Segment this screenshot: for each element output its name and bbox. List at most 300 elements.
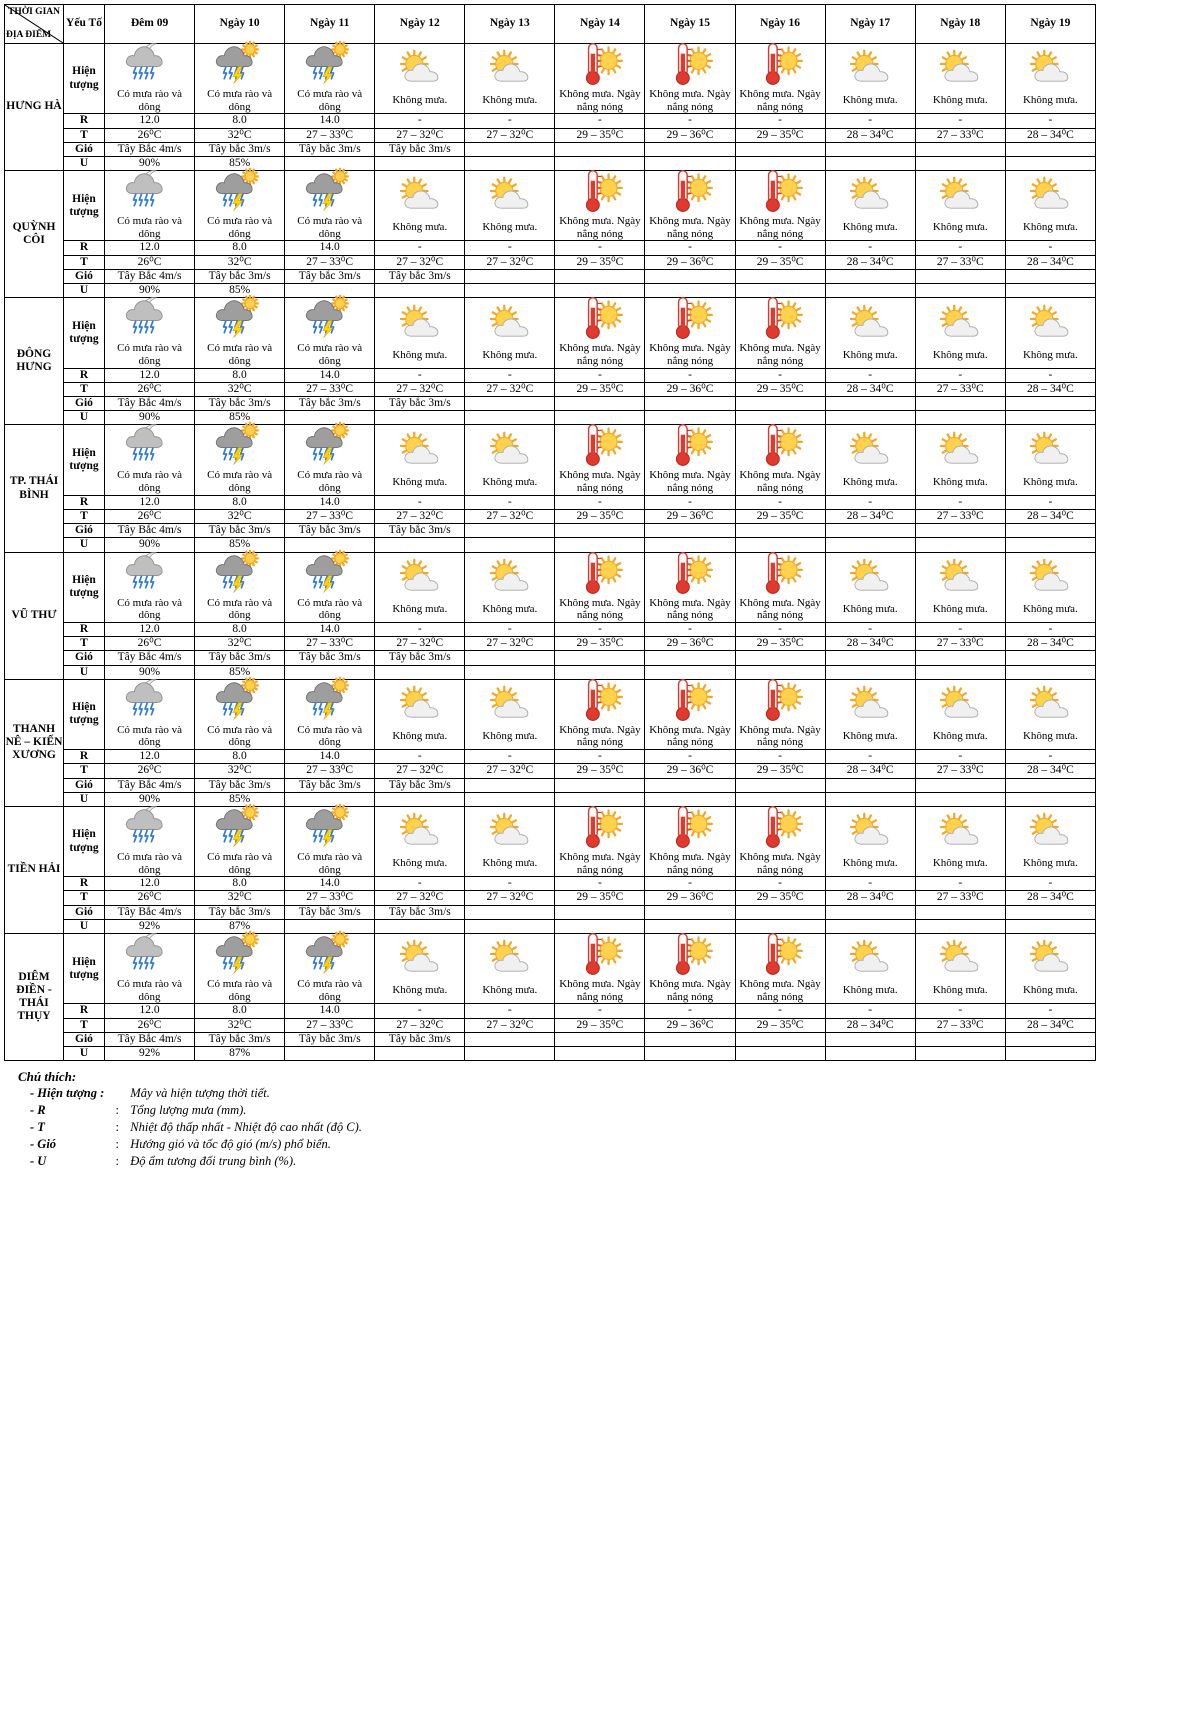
phenomenon-cell xyxy=(285,298,375,368)
phenomenon-cell xyxy=(735,934,825,1004)
wind-cell: Tây bắc 3m/s xyxy=(195,778,285,792)
phenomenon-cell xyxy=(555,171,645,241)
t-cell: 29 – 35⁰C xyxy=(735,255,825,269)
phenomenon-text: Không mưa. xyxy=(842,348,898,361)
u-cell xyxy=(915,792,1005,806)
legend-item-key: - R xyxy=(30,1103,46,1118)
r-cell: - xyxy=(915,368,1005,382)
phenomenon-text: Không mưa. xyxy=(1022,94,1078,107)
forecast-table xyxy=(4,4,1096,1061)
sun-cloud-icon xyxy=(1006,432,1095,476)
wind-cell xyxy=(915,142,1005,156)
t-cell: 29 – 35⁰C xyxy=(555,637,645,651)
t-cell: 28 – 34⁰C xyxy=(1005,1018,1095,1032)
u-cell: 90% xyxy=(105,538,195,552)
phenomenon-cell xyxy=(105,679,195,749)
u-cell: 90% xyxy=(105,411,195,425)
sun-cloud-icon xyxy=(916,559,1005,603)
r-cell: 12.0 xyxy=(105,750,195,764)
row-label-phenomenon: Hiện tượng xyxy=(64,298,105,368)
phenomenon-cell xyxy=(375,679,465,749)
table-row xyxy=(5,382,1096,396)
phenomenon-cell xyxy=(825,552,915,622)
r-cell: - xyxy=(1005,750,1095,764)
r-cell: - xyxy=(735,114,825,128)
u-cell: 87% xyxy=(195,919,285,933)
phenomenon-text: Không mưa. Ngày nắng nóng xyxy=(649,850,731,876)
t-cell: 27 – 32⁰C xyxy=(465,382,555,396)
rain-storm-icon xyxy=(285,425,374,469)
hot-thermometer-sun-icon xyxy=(736,680,825,724)
rain-storm-icon xyxy=(195,807,284,851)
r-cell: - xyxy=(735,750,825,764)
u-cell xyxy=(555,1047,645,1061)
phenomenon-text: Có mưa rào và dông xyxy=(207,342,273,367)
rain-storm-icon xyxy=(285,807,374,851)
wind-cell: Tây bắc 3m/s xyxy=(195,524,285,538)
phenomenon-text: Có mưa rào và dông xyxy=(207,469,273,495)
r-cell: - xyxy=(825,750,915,764)
u-cell xyxy=(1005,919,1095,933)
phenomenon-text: Không mưa. xyxy=(842,857,898,870)
phenomenon-cell xyxy=(195,298,285,368)
wind-cell xyxy=(915,269,1005,283)
phenomenon-text: Không mưa. xyxy=(842,730,898,743)
r-cell: - xyxy=(825,368,915,382)
t-cell: 27 – 33⁰C xyxy=(915,255,1005,269)
t-cell: 27 – 32⁰C xyxy=(375,128,465,142)
wind-cell xyxy=(555,905,645,919)
rain-night-icon xyxy=(105,807,194,851)
r-cell: - xyxy=(375,622,465,636)
r-cell: - xyxy=(735,1004,825,1018)
phenomenon-text: Có mưa rào và dông xyxy=(207,88,273,113)
wind-cell xyxy=(915,397,1005,411)
phenomenon-text: Không mưa. xyxy=(482,475,538,488)
location-name: THANH NÊ – KIẾN XƯƠNG xyxy=(5,679,64,806)
phenomenon-text: Không mưa. xyxy=(1022,602,1078,615)
legend-item-colon: : xyxy=(115,1120,120,1135)
phenomenon-text: Không mưa. xyxy=(392,857,448,870)
phenomenon-cell xyxy=(645,44,735,114)
phenomenon-cell xyxy=(465,552,555,622)
r-cell: 12.0 xyxy=(105,241,195,255)
t-cell: 26⁰C xyxy=(105,1018,195,1032)
u-cell xyxy=(375,792,465,806)
t-cell: 27 – 32⁰C xyxy=(375,891,465,905)
u-cell: 85% xyxy=(195,538,285,552)
row-label-wind: Gió xyxy=(64,651,105,665)
sun-cloud-icon xyxy=(916,50,1005,94)
location-name: DIÊM ĐIỀN - THÁI THỤY xyxy=(5,934,64,1061)
phenomenon-text: Không mưa. Ngày nắng nóng xyxy=(559,850,641,876)
wind-cell xyxy=(1005,142,1095,156)
phenomenon-text: Không mưa. xyxy=(932,475,988,488)
sun-cloud-icon xyxy=(826,177,915,221)
r-cell: 12.0 xyxy=(105,368,195,382)
rain-storm-icon xyxy=(195,171,284,215)
r-cell: - xyxy=(1005,495,1095,509)
phenomenon-cell xyxy=(555,552,645,622)
wind-cell xyxy=(465,524,555,538)
u-cell xyxy=(825,411,915,425)
r-cell: 14.0 xyxy=(285,114,375,128)
phenomenon-cell xyxy=(285,425,375,495)
phenomenon-text: Không mưa. xyxy=(392,221,448,234)
r-cell: - xyxy=(645,877,735,891)
phenomenon-text: Không mưa. xyxy=(392,348,448,361)
rain-storm-icon xyxy=(285,171,374,215)
u-cell: 85% xyxy=(195,284,285,298)
hot-thermometer-sun-icon xyxy=(736,425,825,469)
row-label-t: T xyxy=(64,382,105,396)
sun-cloud-icon xyxy=(826,813,915,857)
r-cell: - xyxy=(465,241,555,255)
wind-cell: Tây bắc 3m/s xyxy=(195,269,285,283)
table-row xyxy=(5,368,1096,382)
u-cell xyxy=(825,792,915,806)
t-cell: 32⁰C xyxy=(195,637,285,651)
row-label-wind: Gió xyxy=(64,778,105,792)
r-cell: - xyxy=(375,1004,465,1018)
r-cell: - xyxy=(465,1004,555,1018)
table-row xyxy=(5,651,1096,665)
t-cell: 29 – 35⁰C xyxy=(735,764,825,778)
wind-cell: Tây bắc 3m/s xyxy=(195,905,285,919)
u-cell xyxy=(825,284,915,298)
hot-thermometer-sun-icon xyxy=(736,934,825,978)
wind-cell xyxy=(465,142,555,156)
weather-forecast-document xyxy=(0,4,1200,1170)
t-cell: 29 – 35⁰C xyxy=(735,509,825,523)
hot-thermometer-sun-icon xyxy=(736,171,825,215)
phenomenon-text: Không mưa. xyxy=(1022,221,1078,234)
wind-cell xyxy=(645,524,735,538)
legend-item xyxy=(28,1136,364,1153)
t-cell: 32⁰C xyxy=(195,382,285,396)
u-cell: 85% xyxy=(195,156,285,170)
phenomenon-text: Có mưa rào và dông xyxy=(297,596,363,622)
table-row xyxy=(5,637,1096,651)
t-cell: 27 – 33⁰C xyxy=(915,128,1005,142)
sun-cloud-icon xyxy=(916,813,1005,857)
phenomenon-text: Không mưa. xyxy=(1022,348,1078,361)
table-row xyxy=(5,269,1096,283)
phenomenon-cell xyxy=(465,806,555,876)
phenomenon-cell xyxy=(825,806,915,876)
phenomenon-text: Không mưa. xyxy=(392,94,448,107)
r-cell: - xyxy=(555,750,645,764)
hot-thermometer-sun-icon xyxy=(645,553,734,597)
rain-storm-icon xyxy=(285,553,374,597)
r-cell: - xyxy=(915,750,1005,764)
phenomenon-text: Có mưa rào và dông xyxy=(117,850,182,876)
row-label-u: U xyxy=(64,284,105,298)
t-cell: 27 – 32⁰C xyxy=(375,637,465,651)
phenomenon-text: Không mưa. xyxy=(1022,857,1078,870)
legend-item-colon: : xyxy=(115,1137,120,1152)
phenomenon-text: Không mưa. Ngày nắng nóng xyxy=(649,596,731,622)
phenomenon-cell xyxy=(645,171,735,241)
row-label-t: T xyxy=(64,255,105,269)
wind-cell: Tây bắc 3m/s xyxy=(375,778,465,792)
day-header-6: Ngày 15 xyxy=(645,5,735,44)
phenomenon-cell xyxy=(285,171,375,241)
rain-night-icon xyxy=(105,934,194,978)
phenomenon-cell xyxy=(1005,806,1095,876)
legend-item-value: Hướng gió và tốc độ gió (m/s) phổ biến. xyxy=(130,1137,331,1152)
phenomenon-text: Không mưa. xyxy=(842,602,898,615)
t-cell: 29 – 35⁰C xyxy=(735,637,825,651)
t-cell: 32⁰C xyxy=(195,255,285,269)
phenomenon-cell xyxy=(1005,679,1095,749)
location-name: VŨ THƯ xyxy=(5,552,64,679)
phenomenon-text: Không mưa. Ngày nắng nóng xyxy=(739,850,821,876)
sun-cloud-icon xyxy=(375,940,464,984)
wind-cell xyxy=(825,651,915,665)
location-name: TP. THÁI BÌNH xyxy=(5,425,64,552)
wind-cell: Tây Bắc 4m/s xyxy=(105,524,195,538)
phenomenon-cell xyxy=(915,298,1005,368)
phenomenon-cell xyxy=(825,934,915,1004)
r-cell: - xyxy=(645,750,735,764)
phenomenon-text: Không mưa. xyxy=(482,94,538,107)
phenomenon-cell xyxy=(825,44,915,114)
phenomenon-text: Có mưa rào và dông xyxy=(297,88,363,113)
u-cell xyxy=(1005,538,1095,552)
r-cell: - xyxy=(825,495,915,509)
sun-cloud-icon xyxy=(465,940,554,984)
r-cell: - xyxy=(825,1004,915,1018)
r-cell: - xyxy=(645,114,735,128)
wind-cell xyxy=(1005,269,1095,283)
phenomenon-text: Không mưa. xyxy=(482,730,538,743)
t-cell: 28 – 34⁰C xyxy=(1005,128,1095,142)
phenomenon-text: Có mưa rào và dông xyxy=(117,88,182,113)
wind-cell: Tây bắc 3m/s xyxy=(195,397,285,411)
t-cell: 27 – 33⁰C xyxy=(915,1018,1005,1032)
sun-cloud-icon xyxy=(826,559,915,603)
r-cell: 14.0 xyxy=(285,368,375,382)
t-cell: 27 – 33⁰C xyxy=(285,1018,375,1032)
wind-cell: Tây Bắc 4m/s xyxy=(105,1032,195,1046)
t-cell: 28 – 34⁰C xyxy=(825,509,915,523)
row-label-u: U xyxy=(64,792,105,806)
r-cell: - xyxy=(375,877,465,891)
wind-cell: Tây bắc 3m/s xyxy=(195,142,285,156)
wind-cell xyxy=(915,524,1005,538)
phenomenon-cell xyxy=(1005,425,1095,495)
phenomenon-cell xyxy=(645,552,735,622)
wind-cell xyxy=(1005,778,1095,792)
t-cell: 27 – 33⁰C xyxy=(285,255,375,269)
t-cell: 27 – 33⁰C xyxy=(285,764,375,778)
phenomenon-cell xyxy=(735,806,825,876)
r-cell: - xyxy=(375,114,465,128)
wind-cell xyxy=(735,524,825,538)
phenomenon-cell xyxy=(735,44,825,114)
legend-item-value: Nhiệt độ thấp nhất - Nhiệt độ cao nhất (độ C). xyxy=(130,1120,362,1135)
r-cell: 12.0 xyxy=(105,495,195,509)
phenomenon-cell xyxy=(1005,298,1095,368)
hot-thermometer-sun-icon xyxy=(736,44,825,88)
u-cell xyxy=(915,1047,1005,1061)
row-label-t: T xyxy=(64,637,105,651)
u-cell: 90% xyxy=(105,792,195,806)
wind-cell xyxy=(645,778,735,792)
row-label-r: R xyxy=(64,877,105,891)
phenomenon-cell xyxy=(195,171,285,241)
phenomenon-text: Không mưa. Ngày nắng nóng xyxy=(739,723,821,749)
rain-storm-icon xyxy=(285,44,374,88)
phenomenon-cell xyxy=(735,171,825,241)
row-label-phenomenon: Hiện tượng xyxy=(64,425,105,495)
table-row xyxy=(5,877,1096,891)
row-label-t: T xyxy=(64,764,105,778)
hot-thermometer-sun-icon xyxy=(736,298,825,342)
t-cell: 27 – 32⁰C xyxy=(465,764,555,778)
phenomenon-text: Có mưa rào và dông xyxy=(117,342,182,367)
table-row xyxy=(5,622,1096,636)
phenomenon-text: Có mưa rào và dông xyxy=(297,342,363,367)
r-cell: - xyxy=(825,241,915,255)
legend-item-key: - U xyxy=(30,1154,47,1169)
phenomenon-cell xyxy=(735,679,825,749)
rain-storm-icon xyxy=(195,44,284,88)
row-label-r: R xyxy=(64,114,105,128)
table-row xyxy=(5,778,1096,792)
wind-cell xyxy=(645,905,735,919)
wind-cell xyxy=(555,269,645,283)
r-cell: 8.0 xyxy=(195,750,285,764)
phenomenon-cell xyxy=(375,806,465,876)
t-cell: 29 – 35⁰C xyxy=(735,891,825,905)
location-block xyxy=(5,44,1096,114)
u-cell xyxy=(375,538,465,552)
r-cell: - xyxy=(735,877,825,891)
row-label-r: R xyxy=(64,495,105,509)
legend-item-key: - Gió xyxy=(30,1137,57,1152)
u-cell xyxy=(375,919,465,933)
t-cell: 29 – 36⁰C xyxy=(645,637,735,651)
u-cell: 85% xyxy=(195,411,285,425)
t-cell: 26⁰C xyxy=(105,382,195,396)
phenomenon-cell xyxy=(465,298,555,368)
wind-cell xyxy=(825,524,915,538)
t-cell: 28 – 34⁰C xyxy=(1005,382,1095,396)
u-cell xyxy=(465,411,555,425)
phenomenon-text: Không mưa. xyxy=(932,984,988,997)
t-cell: 28 – 34⁰C xyxy=(1005,764,1095,778)
t-cell: 32⁰C xyxy=(195,128,285,142)
u-cell xyxy=(825,919,915,933)
phenomenon-text: Không mưa. xyxy=(482,602,538,615)
table-row xyxy=(5,1032,1096,1046)
corner-place-label: ĐỊA ĐIỂM xyxy=(6,30,52,41)
forecast-body xyxy=(5,44,1096,1061)
u-cell xyxy=(645,1047,735,1061)
table-row xyxy=(5,255,1096,269)
r-cell: - xyxy=(555,622,645,636)
wind-cell: Tây bắc 3m/s xyxy=(285,905,375,919)
phenomenon-cell xyxy=(195,44,285,114)
sun-cloud-icon xyxy=(826,50,915,94)
wind-cell xyxy=(645,142,735,156)
phenomenon-text: Không mưa. Ngày nắng nóng xyxy=(649,88,731,113)
r-cell: 14.0 xyxy=(285,622,375,636)
sun-cloud-icon xyxy=(916,432,1005,476)
u-cell xyxy=(825,1047,915,1061)
wind-cell xyxy=(465,1032,555,1046)
wind-cell xyxy=(1005,905,1095,919)
rain-storm-icon xyxy=(195,934,284,978)
t-cell: 29 – 35⁰C xyxy=(735,382,825,396)
hot-thermometer-sun-icon xyxy=(555,298,644,342)
wind-cell xyxy=(1005,397,1095,411)
table-row xyxy=(5,1018,1096,1032)
phenomenon-text: Không mưa. Ngày nắng nóng xyxy=(739,469,821,495)
legend-item-value: Độ ẩm tương đối trung bình (%). xyxy=(130,1154,297,1169)
wind-cell: Tây bắc 3m/s xyxy=(375,1032,465,1046)
phenomenon-text: Không mưa. Ngày nắng nóng xyxy=(649,978,731,1003)
wind-cell: Tây bắc 3m/s xyxy=(375,397,465,411)
u-cell xyxy=(1005,665,1095,679)
row-label-wind: Gió xyxy=(64,905,105,919)
sun-cloud-icon xyxy=(826,686,915,730)
u-cell xyxy=(465,156,555,170)
phenomenon-cell xyxy=(375,425,465,495)
hot-thermometer-sun-icon xyxy=(645,425,734,469)
t-cell: 27 – 32⁰C xyxy=(375,764,465,778)
phenomenon-cell xyxy=(105,425,195,495)
phenomenon-text: Có mưa rào và dông xyxy=(207,723,273,749)
phenomenon-text: Không mưa. xyxy=(842,221,898,234)
t-cell: 32⁰C xyxy=(195,509,285,523)
row-label-phenomenon: Hiện tượng xyxy=(64,806,105,876)
factor-header xyxy=(64,5,105,44)
r-cell: - xyxy=(735,368,825,382)
phenomenon-text: Có mưa rào và dông xyxy=(207,215,273,240)
r-cell: - xyxy=(915,114,1005,128)
phenomenon-text: Không mưa. xyxy=(392,602,448,615)
row-label-u: U xyxy=(64,411,105,425)
phenomenon-cell xyxy=(375,44,465,114)
t-cell: 26⁰C xyxy=(105,509,195,523)
phenomenon-cell xyxy=(465,425,555,495)
t-cell: 29 – 35⁰C xyxy=(555,509,645,523)
u-cell xyxy=(1005,411,1095,425)
day-header-10: Ngày 19 xyxy=(1005,5,1095,44)
row-label-phenomenon: Hiện tượng xyxy=(64,171,105,241)
legend-title: Chú thích: xyxy=(18,1069,77,1085)
hot-thermometer-sun-icon xyxy=(645,807,734,851)
sun-cloud-icon xyxy=(465,559,554,603)
phenomenon-cell xyxy=(105,44,195,114)
phenomenon-cell xyxy=(285,552,375,622)
wind-cell xyxy=(555,397,645,411)
r-cell: 14.0 xyxy=(285,750,375,764)
wind-cell: Tây bắc 3m/s xyxy=(285,269,375,283)
r-cell: - xyxy=(465,877,555,891)
phenomenon-text: Không mưa. Ngày nắng nóng xyxy=(739,342,821,367)
t-cell: 28 – 34⁰C xyxy=(825,255,915,269)
u-cell xyxy=(915,284,1005,298)
wind-cell: Tây Bắc 4m/s xyxy=(105,142,195,156)
t-cell: 27 – 32⁰C xyxy=(375,255,465,269)
phenomenon-text: Không mưa. xyxy=(392,730,448,743)
r-cell: 8.0 xyxy=(195,622,285,636)
rain-night-icon xyxy=(105,44,194,88)
